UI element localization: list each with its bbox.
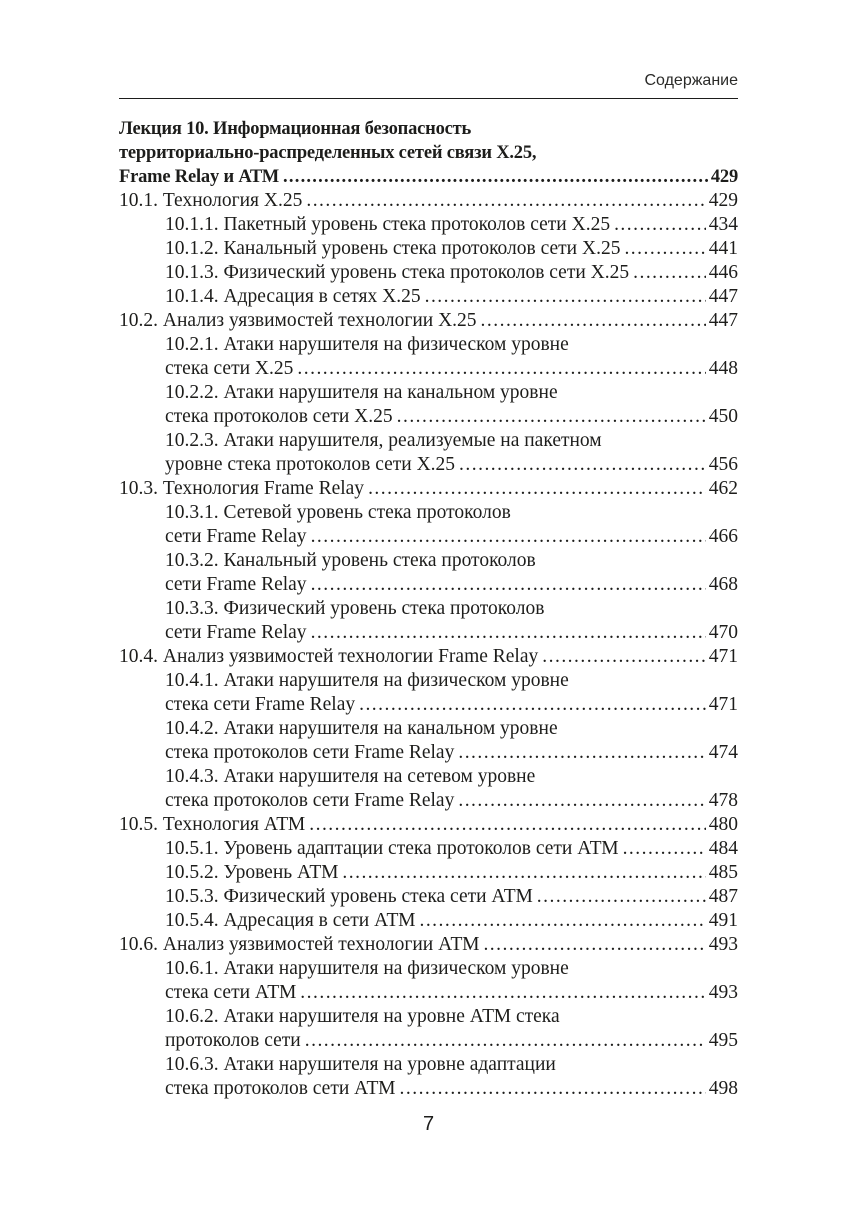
toc-entry-10-2-2-line-1[interactable]: 10.2.2. Атаки нарушителя на канальном уровне: [165, 382, 558, 403]
page-ref: 485: [708, 862, 738, 883]
dot-leader: [342, 861, 705, 885]
dot-leader: [311, 573, 706, 597]
toc-entry-text: сети Frame Relay: [165, 573, 311, 597]
dot-leader: [311, 621, 706, 645]
toc-entry-text: протоколов сети: [165, 1029, 305, 1053]
toc-entry-10-1[interactable]: [119, 189, 738, 213]
page-number: 7: [422, 1113, 435, 1135]
toc-entry-10-4-1-line-1[interactable]: 10.4.1. Атаки нарушителя на физическом уровне: [165, 670, 569, 691]
toc-entry-10-6-2[interactable]: [119, 1029, 738, 1053]
dot-leader: [283, 165, 708, 189]
dot-leader: [297, 357, 705, 381]
page-ref: 462: [708, 478, 738, 499]
toc-entry-text: 10.1.2. Канальный уровень стека протоколов сети Х.25: [165, 237, 624, 261]
toc-entry-10-4-3-line-1[interactable]: 10.4.3. Атаки нарушителя на сетевом уровне: [165, 766, 536, 787]
toc-entry-10-3-1-line-1[interactable]: 10.3.1. Сетевой уровень стека протоколов: [165, 502, 511, 523]
dot-leader: [633, 261, 706, 285]
dot-leader: [483, 933, 705, 957]
page-ref: 450: [708, 406, 738, 427]
toc-entry-10-6[interactable]: [119, 933, 738, 957]
dot-leader: [419, 909, 705, 933]
page-ref: 447: [708, 310, 738, 331]
toc-entry-text: сети Frame Relay: [165, 621, 311, 645]
toc-entry-10-6-2-line-1[interactable]: 10.6.2. Атаки нарушителя на уровне АТМ стека: [165, 1006, 560, 1027]
page-ref: 447: [708, 286, 738, 307]
dot-leader: [305, 1029, 706, 1053]
toc-entry-text: 10.1.3. Физический уровень стека протоколов сети Х.25: [165, 261, 633, 285]
dot-leader: [397, 405, 706, 429]
toc-entry-10-3-2-line-1[interactable]: 10.3.2. Канальный уровень стека протоколов: [165, 550, 536, 571]
page-ref: 491: [708, 910, 738, 931]
page-ref: 484: [708, 838, 738, 859]
dot-leader: [458, 741, 705, 765]
dot-leader: [368, 477, 706, 501]
toc-entry-10-3-1[interactable]: [119, 525, 738, 549]
dot-leader: [309, 813, 706, 837]
dot-leader: [425, 285, 706, 309]
toc-entry-text: 10.5.4. Адресация в сети АТМ: [165, 909, 419, 933]
toc-entry-10-1-1[interactable]: [119, 213, 738, 237]
page-ref: 471: [708, 646, 738, 667]
toc-entry-text: 10.1.1. Пакетный уровень стека протоколов сети Х.25: [165, 213, 614, 237]
page-ref: 493: [708, 934, 738, 955]
toc-entry-text: стека сети Х.25: [165, 357, 297, 381]
dot-leader: [614, 213, 706, 237]
dot-leader: [400, 1077, 706, 1101]
page-ref: 446: [708, 262, 738, 283]
page-ref: 456: [708, 454, 738, 475]
toc-entry-10-5-3[interactable]: [119, 885, 738, 909]
toc-entry-10-2-1-line-1[interactable]: 10.2.1. Атаки нарушителя на физическом уровне: [165, 334, 569, 355]
toc-entry-text: стека протоколов сети АТМ: [165, 1077, 400, 1101]
toc-entry-text: 10.4. Анализ уязвимостей технологии Frame Relay: [119, 645, 542, 669]
toc-entry-10-3-3-line-1[interactable]: 10.3.3. Физический уровень стека протоколов: [165, 598, 545, 619]
page-ref: 487: [708, 886, 738, 907]
dot-leader: [481, 309, 706, 333]
page-ref: 471: [708, 694, 738, 715]
header-rule: [119, 98, 738, 99]
page-ref: 466: [708, 526, 738, 547]
page-ref: 474: [708, 742, 738, 763]
dot-leader: [542, 645, 705, 669]
toc-entry-10-3-3[interactable]: [119, 621, 738, 645]
dot-leader: [359, 693, 706, 717]
toc-entry-10-6-1[interactable]: [119, 981, 738, 1005]
toc-entry-text: 10.5.3. Физический уровень стека сети АТМ: [165, 885, 537, 909]
toc-entry-10-2-2[interactable]: [119, 405, 738, 429]
dot-leader: [306, 189, 705, 213]
page-ref: 495: [708, 1030, 738, 1051]
toc-entry-text: 10.3. Технология Frame Relay: [119, 477, 368, 501]
toc-entry-text: 10.2. Анализ уязвимостей технологии Х.25: [119, 309, 481, 333]
page-ref: 478: [708, 790, 738, 811]
toc-entry-text: 10.5.2. Уровень АТМ: [165, 861, 342, 885]
toc-entry-10-4[interactable]: [119, 645, 738, 669]
toc-entry-10-4-1[interactable]: [119, 693, 738, 717]
toc-entry-10-2[interactable]: [119, 309, 738, 333]
toc-entry-10-6-1-line-1[interactable]: 10.6.1. Атаки нарушителя на физическом уровне: [165, 958, 569, 979]
page-ref: 448: [708, 358, 738, 379]
page-ref: 429: [710, 167, 738, 187]
toc-entry-10-3[interactable]: [119, 477, 738, 501]
lecture-title-line-3[interactable]: [119, 165, 738, 189]
dot-leader: [537, 885, 706, 909]
toc-entry-10-5-2[interactable]: [119, 861, 738, 885]
toc-entry-10-5-4[interactable]: [119, 909, 738, 933]
lecture-title-line-2: территориально-распределенных сетей связи Х.25,: [119, 143, 537, 163]
toc-entry-10-3-2[interactable]: [119, 573, 738, 597]
toc-entry-text: стека сети Frame Relay: [165, 693, 359, 717]
dot-leader: [459, 453, 706, 477]
table-of-contents: [119, 117, 738, 1101]
page-ref: 480: [708, 814, 738, 835]
toc-entry-text: 10.5.1. Уровень адаптации стека протоколов сети АТМ: [165, 837, 623, 861]
page-ref: 434: [708, 214, 738, 235]
toc-entry-10-1-2[interactable]: [119, 237, 738, 261]
toc-entry-10-6-3-line-1[interactable]: 10.6.3. Атаки нарушителя на уровне адаптации: [165, 1054, 556, 1075]
toc-entry-text: стека протоколов сети Frame Relay: [165, 741, 458, 765]
toc-entry-10-1-4[interactable]: [119, 285, 738, 309]
toc-entry-text: 10.1.4. Адресация в сетях Х.25: [165, 285, 425, 309]
toc-entry-10-4-2-line-1[interactable]: 10.4.2. Атаки нарушителя на канальном уровне: [165, 718, 558, 739]
lecture-title-line-1: Лекция 10. Информационная безопасность: [119, 119, 472, 139]
toc-entry-10-1-3[interactable]: [119, 261, 738, 285]
toc-entry-10-4-3[interactable]: [119, 789, 738, 813]
toc-entry-text: стека сети АТМ: [165, 981, 300, 1005]
toc-entry-text: 10.1. Технология Х.25: [119, 189, 306, 213]
toc-entry-10-5[interactable]: [119, 813, 738, 837]
dot-leader: [624, 237, 705, 261]
toc-entry-text: сети Frame Relay: [165, 525, 311, 549]
page-ref: 468: [708, 574, 738, 595]
dot-leader: [623, 837, 706, 861]
toc-entry-10-2-3[interactable]: [119, 453, 738, 477]
toc-entry-10-6-3[interactable]: [119, 1077, 738, 1101]
page-ref: 441: [708, 238, 738, 259]
toc-entry-text: уровне стека протоколов сети Х.25: [165, 453, 459, 477]
page-ref: 498: [708, 1078, 738, 1099]
toc-entry-10-5-1[interactable]: [119, 837, 738, 861]
toc-entry-10-2-3-line-1[interactable]: 10.2.3. Атаки нарушителя, реализуемые на пакетном: [165, 430, 602, 451]
toc-entry-text: 10.6. Анализ уязвимостей технологии АТМ: [119, 933, 483, 957]
page-ref: 470: [708, 622, 738, 643]
running-head: Содержание: [644, 72, 738, 89]
dot-leader: [458, 789, 705, 813]
lecture-title-text: Frame Relay и АТМ: [119, 165, 283, 189]
toc-entry-10-2-1[interactable]: [119, 357, 738, 381]
toc-entry-text: 10.5. Технология АТМ: [119, 813, 309, 837]
page-ref: 429: [708, 190, 738, 211]
toc-entry-10-4-2[interactable]: [119, 741, 738, 765]
page-ref: 493: [708, 982, 738, 1003]
toc-entry-text: стека протоколов сети Х.25: [165, 405, 397, 429]
toc-entry-text: стека протоколов сети Frame Relay: [165, 789, 458, 813]
dot-leader: [311, 525, 706, 549]
dot-leader: [300, 981, 705, 1005]
